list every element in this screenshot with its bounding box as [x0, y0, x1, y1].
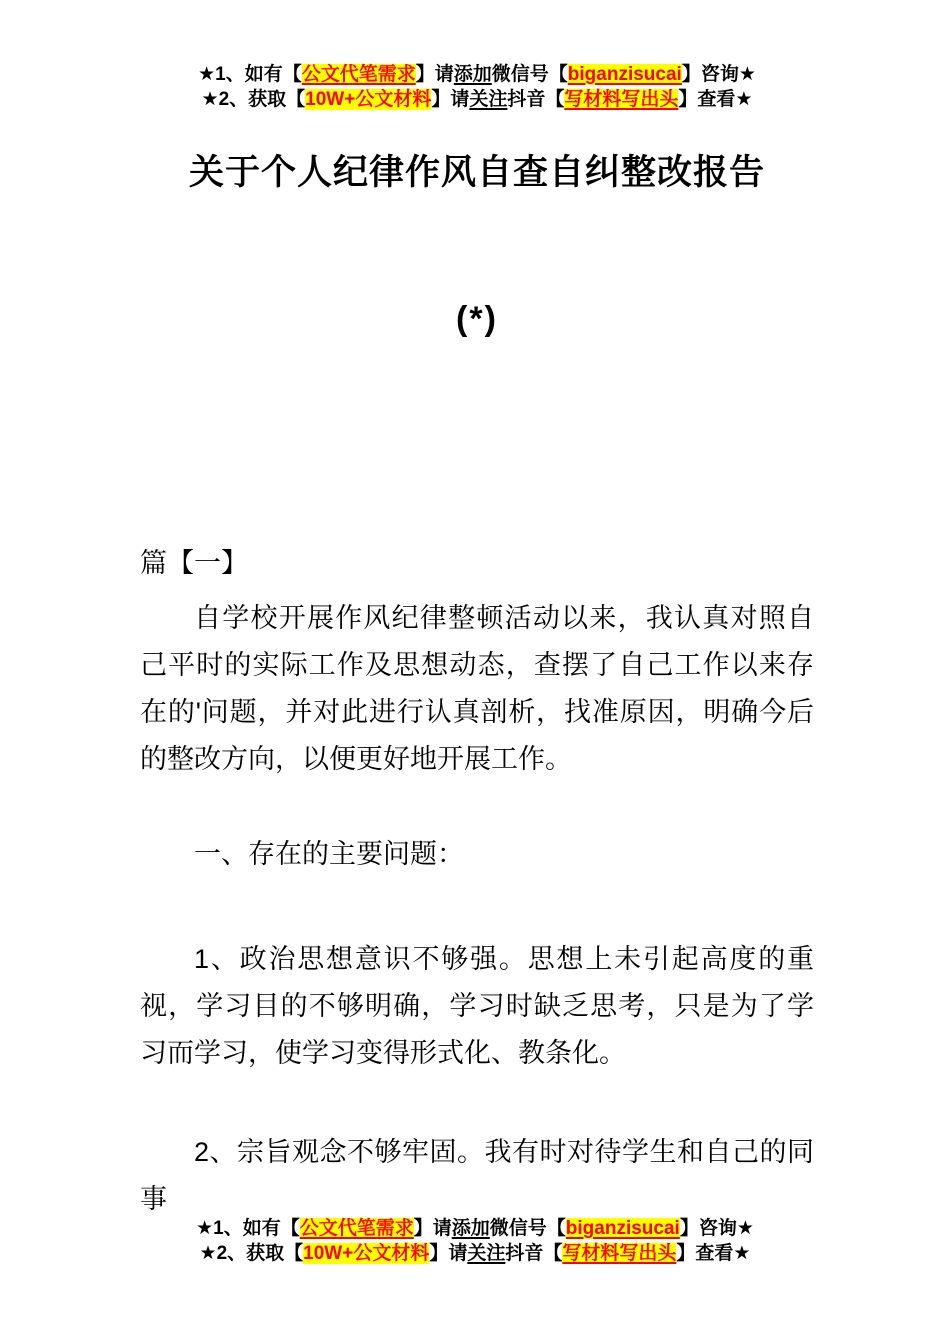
- underline-follow: 关注: [469, 89, 508, 110]
- promo-text: 】咨询★: [679, 1218, 754, 1239]
- paragraph-intro: 自学校开展作风纪律整顿活动以来，我认真对照自己平时的实际工作及思想动态，查摆了自己工作以来存在的'问题，并对此进行认真剖析，找准原因，明确今后的整改方向，以便更好地开展工作。: [140, 603, 814, 774]
- promo-text: 】请: [415, 64, 454, 85]
- promo-text: 】请: [429, 1243, 468, 1264]
- highlight-materials: 10W+公文材料: [303, 1243, 430, 1264]
- highlight-writing-service: 公文代笔需求: [301, 64, 416, 85]
- highlight-writing-service: 公文代笔需求: [299, 1218, 414, 1239]
- promo-text: ★2、获取【: [201, 89, 306, 110]
- paragraph-heading-main-problems: 一、存在的主要问题：: [194, 839, 464, 869]
- underline-follow: 关注: [467, 1243, 506, 1264]
- promo-text: 微信号【: [491, 64, 568, 85]
- promo-text: 】咨询★: [681, 64, 756, 85]
- subtitle-asterisk-mark: (*): [456, 300, 498, 338]
- highlight-douyin-id: 写材料写出头: [564, 89, 679, 110]
- promo-footer-line-2: [0, 1241, 950, 1266]
- promo-text: ★2、获取【: [199, 1243, 304, 1264]
- paragraph-problem-2: 2、宗旨观念不够牢固。我有时对待学生和自己的同事: [140, 1137, 814, 1214]
- highlight-wechat-id: biganzisucai: [567, 64, 682, 85]
- paragraph-problem-1: 1、政治思想意识不够强。思想上未引起高度的重视，学习目的不够明确，学习时缺乏思考，只是为了学习而学习，使学习变得形式化、教条化。: [140, 944, 814, 1068]
- promo-header: [140, 62, 814, 112]
- promo-text: 】请: [431, 89, 470, 110]
- section-label: 篇【一】: [140, 548, 248, 578]
- underline-add: 添加: [453, 64, 492, 85]
- highlight-materials: 10W+公文材料: [305, 89, 432, 110]
- promo-text: ★1、如有【: [198, 64, 302, 85]
- promo-text: 微信号【: [489, 1218, 566, 1239]
- promo-text: 】请: [413, 1218, 452, 1239]
- underline-add: 添加: [451, 1218, 490, 1239]
- promo-text: 】查看★: [678, 89, 753, 110]
- promo-text: 抖音【: [507, 89, 565, 110]
- promo-footer: [0, 1216, 950, 1266]
- promo-header-line-1: [140, 62, 814, 87]
- promo-text: 】查看★: [676, 1243, 751, 1264]
- promo-text: ★1、如有【: [196, 1218, 300, 1239]
- promo-header-line-2: [140, 87, 814, 112]
- highlight-wechat-id: biganzisucai: [565, 1218, 680, 1239]
- promo-text: 抖音【: [505, 1243, 563, 1264]
- promo-footer-line-1: [0, 1216, 950, 1241]
- highlight-douyin-id: 写材料写出头: [562, 1243, 677, 1264]
- page-title: 关于个人纪律作风自查自纠整改报告: [188, 153, 765, 192]
